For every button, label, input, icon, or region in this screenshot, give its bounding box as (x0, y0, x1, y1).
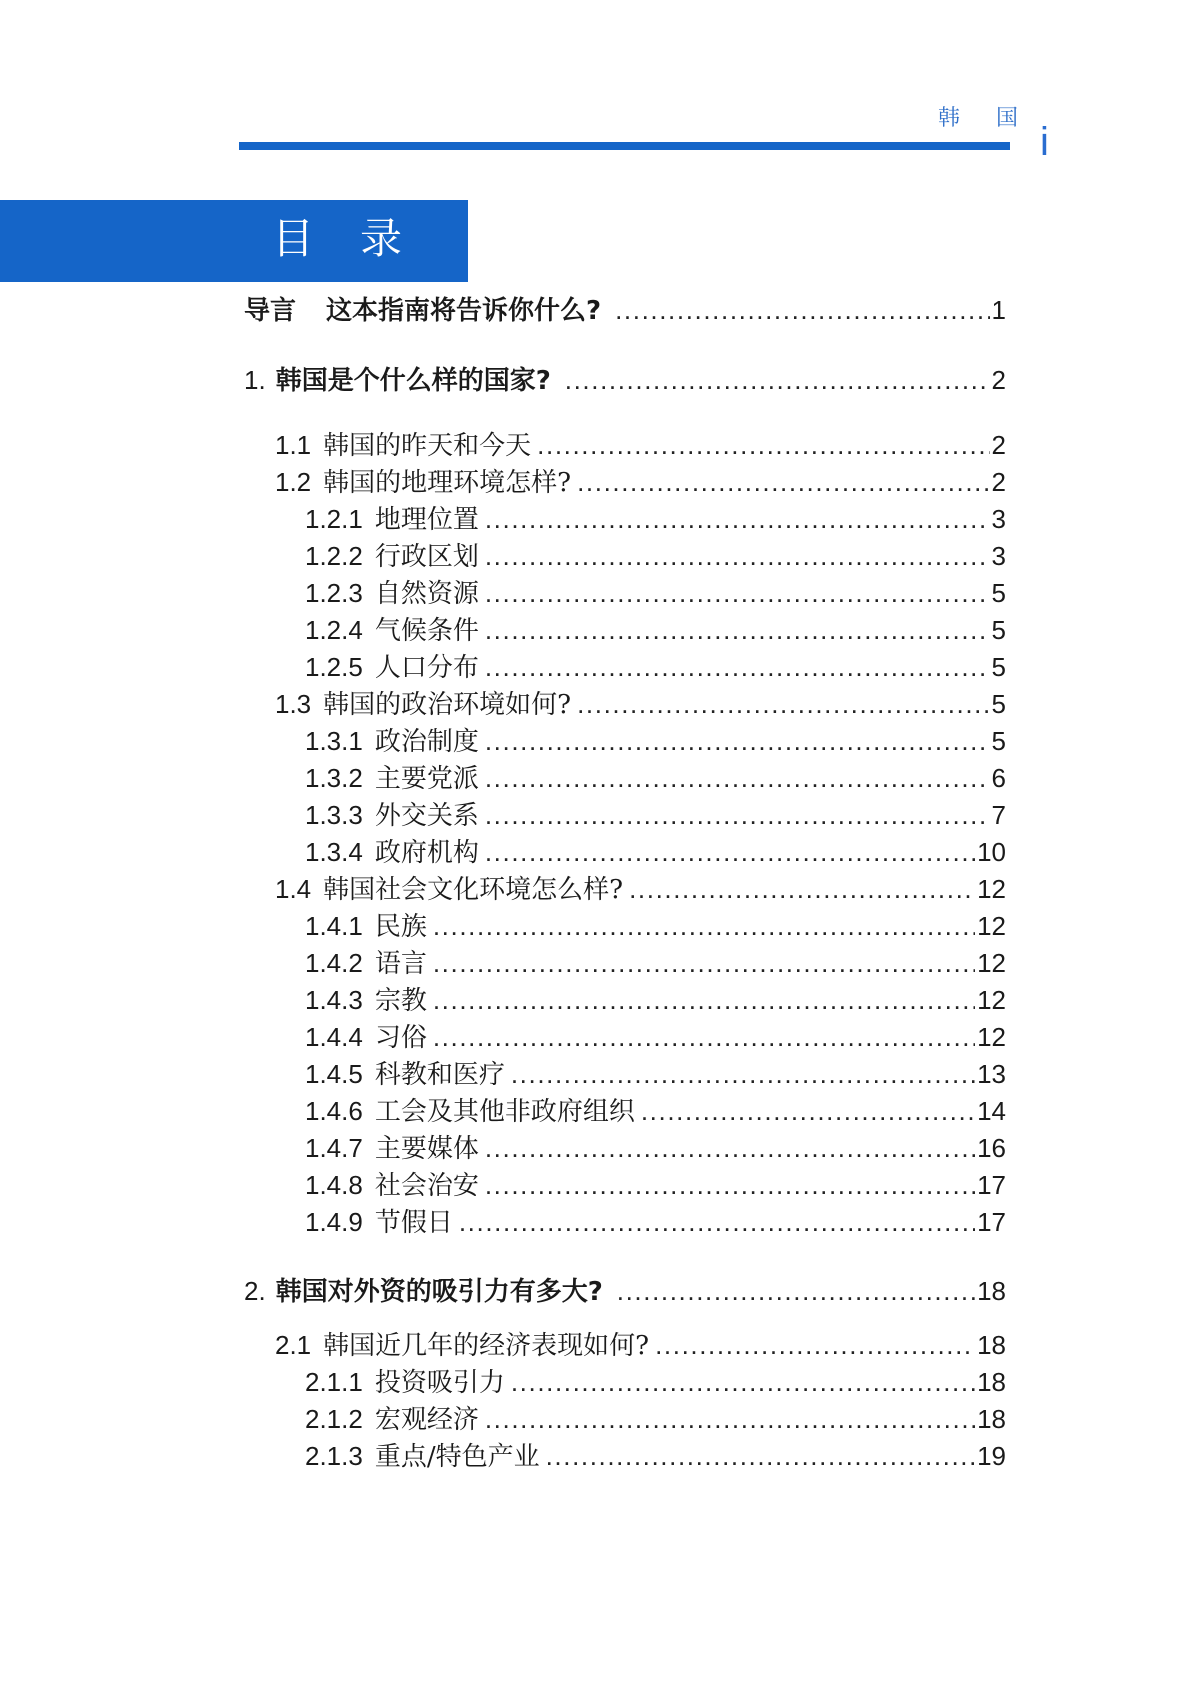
toc-entry-page: 12 (977, 985, 1006, 1015)
toc-entry-title: 宗教 (374, 986, 427, 1016)
toc-entry[interactable] (305, 580, 1006, 607)
toc-entry[interactable] (305, 1172, 1006, 1199)
toc-entry[interactable] (305, 1135, 1006, 1162)
toc-entry[interactable] (275, 469, 1006, 496)
toc-entry[interactable] (305, 1406, 1006, 1433)
toc-entry-number: 2.1.1 (305, 1367, 363, 1397)
toc-entry-title: 习俗 (374, 1023, 427, 1053)
toc-entry-title: 语言 (374, 949, 427, 979)
toc-entry-page: 2 (991, 365, 1006, 395)
dot-leader (433, 950, 975, 976)
toc-entry-page: 5 (991, 578, 1006, 608)
toc-entry-number: 1.3.1 (305, 726, 363, 756)
toc-entry-title: 行政区划 (374, 542, 479, 572)
toc-entry[interactable] (305, 728, 1006, 755)
toc-entry-page: 3 (991, 541, 1006, 571)
toc-entry-number: 1.4.7 (305, 1133, 363, 1163)
toc-entry[interactable] (275, 1332, 1006, 1359)
toc-entry-number: 1.3.2 (305, 763, 363, 793)
dot-leader (577, 469, 989, 495)
toc-entry-number: 1.4.8 (305, 1170, 363, 1200)
dot-leader (511, 1369, 975, 1395)
toc-entry-title: 政府机构 (374, 838, 479, 868)
toc-entry[interactable] (305, 543, 1006, 570)
dot-leader (485, 765, 990, 791)
toc-entry-page: 5 (991, 652, 1006, 682)
toc-entry-number: 2.1.3 (305, 1441, 363, 1471)
toc-entry[interactable] (305, 839, 1006, 866)
dot-leader (485, 728, 990, 754)
toc-entry-title: 重点/特色产业 (374, 1442, 540, 1472)
toc-entry-number: 1.2.5 (305, 652, 363, 682)
toc-entry[interactable] (305, 913, 1006, 940)
toc-entry-number: 导言 (244, 296, 297, 326)
toc-entry[interactable] (305, 987, 1006, 1014)
toc-entry-page: 7 (991, 800, 1006, 830)
toc-entry[interactable] (244, 367, 1006, 394)
running-header-char: 韩 (938, 106, 961, 131)
dot-leader (485, 617, 990, 643)
toc-entry[interactable] (244, 1278, 1006, 1305)
dot-leader (485, 1406, 975, 1432)
toc-entry-page: 2 (991, 467, 1006, 497)
toc-entry-page: 14 (977, 1096, 1006, 1126)
toc-entry-title: 投资吸引力 (374, 1368, 505, 1398)
toc-entry-title: 这本指南将告诉你什么? (326, 296, 602, 326)
toc-entry-page: 5 (991, 726, 1006, 756)
toc-entry-page: 18 (977, 1330, 1006, 1360)
toc-entry-title: 韩国社会文化环境怎么样? (323, 875, 624, 905)
toc-entry-title: 韩国近几年的经济表现如何? (323, 1331, 650, 1361)
toc-entry-page: 17 (977, 1170, 1006, 1200)
toc-entry-number: 1.3 (275, 689, 312, 719)
toc-entry[interactable] (305, 1024, 1006, 1051)
toc-entry-number: 1.4.1 (305, 911, 363, 941)
dot-leader (641, 1098, 975, 1124)
toc-entry-page: 12 (977, 911, 1006, 941)
toc-entry-number: 2.1 (275, 1330, 312, 1360)
toc-entry-page: 12 (977, 874, 1006, 904)
toc-entry-number: 1.2.2 (305, 541, 363, 571)
toc-entry[interactable] (275, 691, 1006, 718)
toc-entry-number: 1.4.4 (305, 1022, 363, 1052)
toc-entry-page: 2 (991, 430, 1006, 460)
toc-entry-page: 5 (991, 615, 1006, 645)
toc-entry-title: 韩国的昨天和今天 (323, 431, 532, 461)
toc-entry-title: 气候条件 (374, 616, 479, 646)
toc-entry-number: 1.3.4 (305, 837, 363, 867)
dot-leader (485, 580, 990, 606)
toc-entry-title: 主要党派 (374, 764, 479, 794)
toc-entry-number: 1.1 (275, 430, 312, 460)
toc-entry-title: 政治制度 (374, 727, 479, 757)
dot-leader (485, 506, 990, 532)
dot-leader (511, 1061, 975, 1087)
toc-heading-char: 目 (272, 214, 315, 263)
toc-entry-title: 民族 (374, 912, 427, 942)
toc-entry-title: 韩国对外资的吸引力有多大? (275, 1277, 603, 1307)
toc-entry-page: 19 (977, 1441, 1006, 1471)
toc-entry[interactable] (305, 765, 1006, 792)
toc-entry-title: 科教和医疗 (374, 1060, 505, 1090)
toc-entry-page: 18 (977, 1276, 1006, 1306)
toc-entry-number: 1.4.3 (305, 985, 363, 1015)
toc-entry-page: 13 (977, 1059, 1006, 1089)
dot-leader (485, 654, 990, 680)
toc-entry[interactable] (305, 1098, 1006, 1125)
running-header-char: 国 (995, 106, 1018, 131)
toc-entry-number: 1.2.1 (305, 504, 363, 534)
toc-entry[interactable] (275, 432, 1006, 459)
toc-entry-page: 1 (991, 295, 1006, 325)
toc-heading-char: 录 (360, 214, 403, 263)
toc-entry[interactable] (305, 617, 1006, 644)
toc-entry-number: 1.4.2 (305, 948, 363, 978)
dot-leader (433, 1024, 975, 1050)
toc-entry-page: 17 (977, 1207, 1006, 1237)
toc-entry-page: 12 (977, 948, 1006, 978)
toc-entry-number: 1.4 (275, 874, 312, 904)
toc-entry[interactable] (305, 1061, 1006, 1088)
dot-leader (565, 367, 990, 393)
toc-entry-title: 韩国是个什么样的国家? (275, 366, 551, 396)
toc-entry[interactable] (305, 506, 1006, 533)
toc-entry-title: 节假日 (374, 1208, 453, 1238)
dot-leader (615, 297, 989, 323)
toc-entry-title: 社会治安 (374, 1171, 479, 1201)
toc-entry[interactable] (275, 876, 1006, 903)
dot-leader (485, 802, 990, 828)
dot-leader (459, 1209, 975, 1235)
toc-entry-page: 18 (977, 1367, 1006, 1397)
toc-entry-title: 自然资源 (374, 579, 479, 609)
dot-leader (655, 1332, 975, 1358)
dot-leader (485, 1172, 975, 1198)
toc-entry-number: 1.2 (275, 467, 312, 497)
toc-entry[interactable] (305, 654, 1006, 681)
toc-entry[interactable] (244, 297, 1006, 324)
dot-leader (629, 876, 975, 902)
dot-leader (485, 839, 975, 865)
toc-entry-number: 2. (244, 1276, 266, 1306)
dot-leader (617, 1278, 975, 1304)
dot-leader (433, 987, 975, 1013)
toc-entry-number: 1.3.3 (305, 800, 363, 830)
toc-entry[interactable] (305, 950, 1006, 977)
dot-leader (485, 1135, 975, 1161)
page-number: i (1040, 120, 1049, 164)
dot-leader (433, 913, 975, 939)
toc-entry-number: 1.4.9 (305, 1207, 363, 1237)
toc-entry-number: 1.2.4 (305, 615, 363, 645)
toc-entry-page: 3 (991, 504, 1006, 534)
toc-entry-title: 工会及其他非政府组织 (374, 1097, 635, 1127)
toc-entry-page: 18 (977, 1404, 1006, 1434)
toc-entry[interactable] (305, 802, 1006, 829)
toc-entry-title: 宏观经济 (374, 1405, 479, 1435)
toc-entry-page: 16 (977, 1133, 1006, 1163)
toc-entry[interactable] (305, 1369, 1006, 1396)
dot-leader (546, 1443, 975, 1469)
toc-entry-title: 韩国的政治环境如何? (323, 690, 572, 720)
toc-entry[interactable] (305, 1443, 1006, 1470)
toc-entry-title: 韩国的地理环境怎样? (323, 468, 572, 498)
toc-entry-title: 人口分布 (374, 653, 479, 683)
dot-leader (537, 432, 989, 458)
toc-entry-number: 1.4.5 (305, 1059, 363, 1089)
toc-entry-title: 外交关系 (374, 801, 479, 831)
toc-entry-page: 6 (991, 763, 1006, 793)
toc-entry-number: 2.1.2 (305, 1404, 363, 1434)
toc-entry-page: 5 (991, 689, 1006, 719)
toc-entry-page: 12 (977, 1022, 1006, 1052)
toc-entry-page: 10 (977, 837, 1006, 867)
toc-entry-number: 1. (244, 365, 266, 395)
toc-entry-title: 主要媒体 (374, 1134, 479, 1164)
toc-entry-title: 地理位置 (374, 505, 479, 535)
toc-entry-number: 1.4.6 (305, 1096, 363, 1126)
toc-entry[interactable] (305, 1209, 1006, 1236)
toc-entry-number: 1.2.3 (305, 578, 363, 608)
dot-leader (577, 691, 989, 717)
dot-leader (485, 543, 990, 569)
